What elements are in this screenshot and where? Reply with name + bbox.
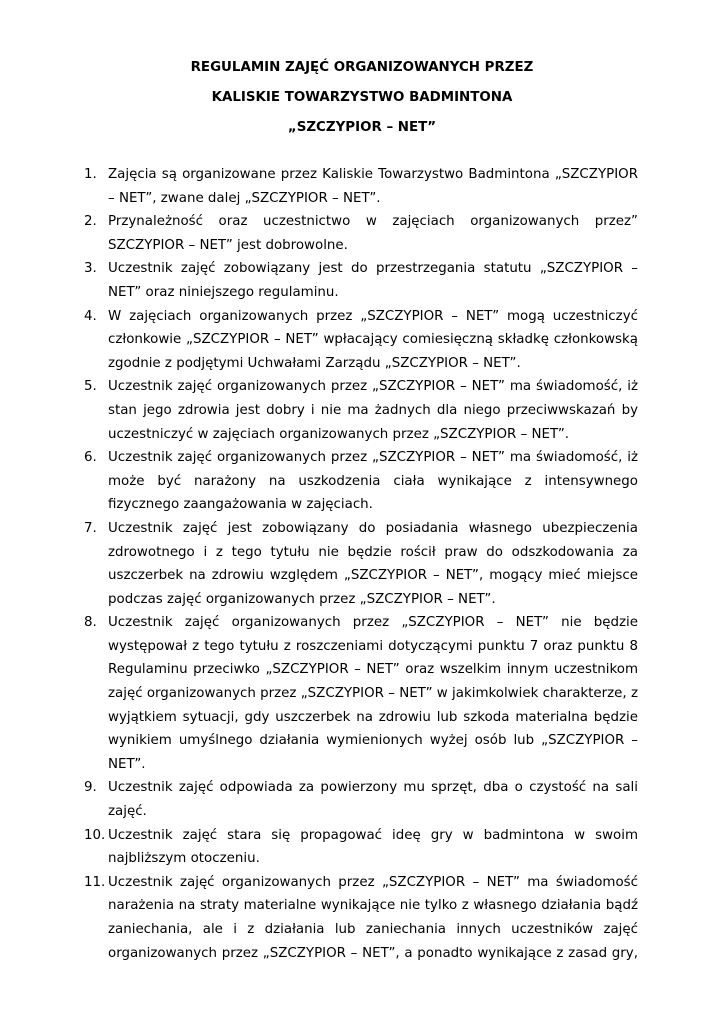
list-item (84, 375, 638, 446)
item-number: 10. (84, 827, 106, 843)
item-text: Uczestnik zajęć jest zobowiązany do posiadania własnego ubezpieczenia zdrowotnego i z tego tytułu nie będzie rościł praw do odszkodowania za uszczerbek na zdrowiu względem „SZCZYPIOR – NET”, mogący mieć miejsce podczas zajęć organizowanych przez „SZCZYPIOR – NET”. (108, 520, 638, 607)
item-number: 1. (84, 167, 97, 182)
list-item (84, 871, 638, 965)
item-text: Zajęcia są organizowane przez Kaliskie Towarzystwo Badmintona „SZCZYPIOR – NET”, zwane dalej „SZCZYPIOR – NET”. (108, 167, 638, 206)
item-text: Uczestnik zajęć stara się propagować ideę gry w badmintona w swoim najbliższym otoczeniu. (108, 827, 638, 867)
item-number: 4. (84, 308, 97, 324)
item-text: Uczestnik zajęć organizowanych przez „SZCZYPIOR – NET” ma świadomość, iż stan jego zdrowia jest dobry i nie ma żadnych dla niego przeciwwskazań by uczestniczyć w zajęciach organizowanych przez „SZCZYPIOR – NET”. (108, 379, 638, 442)
item-number: 2. (84, 214, 97, 230)
list-item (84, 257, 638, 304)
item-text: W zajęciach organizowanych przez „SZCZYPIOR – NET” mogą uczestniczyć członkowie „SZCZYPIOR – NET” wpłacający comiesięczną składkę członkowską zgodnie z podjętymi Uchwałami Zarządu „SZCZYPIOR – NET”. (108, 308, 638, 371)
list-item (84, 163, 638, 210)
item-text: Uczestnik zajęć zobowiązany jest do przestrzegania statutu „SZCZYPIOR – NET” oraz niniejszego regulaminu. (108, 261, 638, 300)
list-item (84, 517, 638, 611)
regulations-list (84, 163, 638, 965)
item-number: 8. (84, 615, 97, 631)
title-line-2: KALISKIE TOWARZYSTWO BADMINTONA (211, 90, 513, 105)
item-number: 3. (84, 261, 97, 277)
item-number: 9. (84, 780, 97, 796)
list-item (84, 210, 638, 257)
item-text: Przynależność oraz uczestnictwo w zajęciach organizowanych przez” SZCZYPIOR – NET” jest dobrowolne. (108, 214, 638, 253)
list-item (84, 305, 638, 376)
document-title (0, 59, 724, 149)
title-line-1: REGULAMIN ZAJĘĆ ORGANIZOWANYCH PRZEZ (190, 60, 534, 75)
list-item (84, 824, 638, 871)
list-item (84, 446, 638, 517)
item-number: 6. (84, 450, 97, 466)
item-text: Uczestnik zajęć organizowanych przez „SZCZYPIOR – NET” nie będzie występował z tego tytułu z roszczeniami dotyczącymi punktu 7 oraz punktu 8 Regulaminu przeciwko „SZCZYPIOR – NET” oraz wszelkim innym uczestnikom zajęć organizowanych przez „SZCZYPIOR – NET” w jakimkolwiek charakterze, z wyjątkiem sytuacji, gdy uszczerbek na zdrowiu lub szkoda materialna będzie wynikiem umyślnego działania wymienionych wyżej osób lub „SZCZYPIOR – NET”. (108, 615, 638, 772)
item-number: 7. (84, 520, 97, 536)
item-text: Uczestnik zajęć organizowanych przez „SZCZYPIOR – NET” ma świadomość narażenia na straty materialne wynikające nie tylko z własnego działania bądź zaniechania, ale i z działania lub zaniechania innych uczestników zajęć organizowanych przez „SZCZYPIOR – NET”, a ponadto wynikające z zasad gry, (108, 874, 638, 961)
list-item (84, 776, 638, 823)
list-item (84, 611, 638, 776)
item-number: 5. (84, 379, 97, 395)
item-text: Uczestnik zajęć odpowiada za powierzony mu sprzęt, dba o czystość na sali zajęć. (108, 780, 638, 820)
item-number: 11. (84, 874, 106, 890)
item-text: Uczestnik zajęć organizowanych przez „SZCZYPIOR – NET” ma świadomość, iż może być narażony na uszkodzenia ciała wynikające z intensywnego fizycznego zaangażowania w zajęciach. (108, 450, 638, 513)
title-line-3: „SZCZYPIOR – NET” (287, 120, 437, 135)
